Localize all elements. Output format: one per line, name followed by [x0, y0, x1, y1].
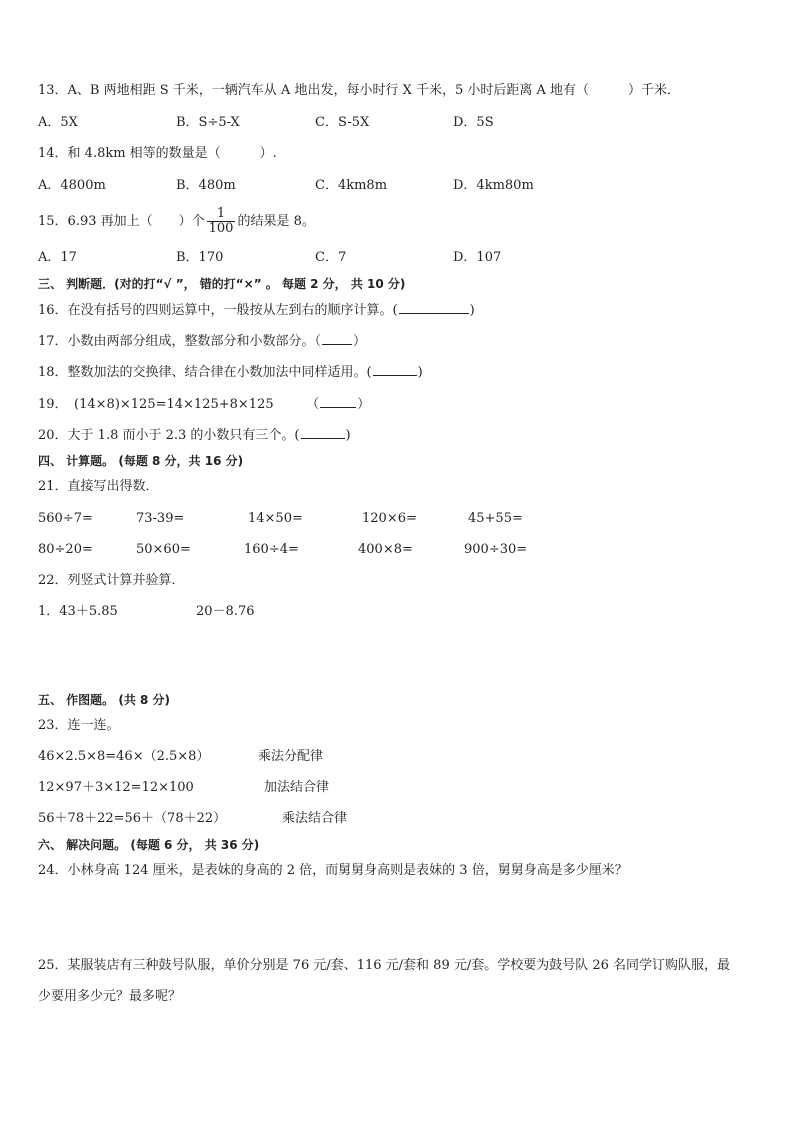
question-14: 14．和 4.8km 相等的数量是（ ）.: [38, 146, 277, 161]
question-16: [38, 301, 475, 320]
question-24: 24．小林身高 124 厘米，是表妹的身高的 2 倍，而舅舅身高则是表妹的 3 倍，舅舅身高是多少厘米？: [38, 863, 628, 878]
q19-text: 19． (14×8)×125=14×125+8×125 （: [38, 397, 320, 412]
q23-right-item: 加法结合律: [264, 780, 330, 795]
q21-item: 80÷20=: [38, 542, 93, 557]
q18-close: ): [417, 365, 423, 380]
answer-blank[interactable]: [373, 363, 417, 376]
q23-right-item: 乘法分配律: [258, 749, 324, 764]
q21-item: 14×50=: [248, 511, 303, 526]
q23-left-item: 46×2.5×8=46×（2.5×8）: [38, 749, 210, 764]
q15-stem-after: 的结果是 8。: [237, 214, 315, 229]
q18-text: 18．整数加法的交换律、结合律在小数加法中同样适用。(: [38, 365, 372, 380]
q19-close: ）: [357, 397, 371, 412]
section-3-heading: 三、 判断题．(对的打“√ ”， 错的打“×” 。 每题 2 分， 共 10 分): [38, 277, 406, 291]
section-5-heading: 五、 作图题。 (共 8 分): [38, 693, 171, 707]
q16-text: 16．在没有括号的四则运算中，一般按从左到右的顺序计算。(: [38, 303, 398, 318]
q21-item: 160÷4=: [244, 542, 299, 557]
q14-option-d: D．4km80m: [453, 178, 534, 193]
q20-close: ): [345, 428, 351, 443]
q15-option-a: A．17: [38, 250, 77, 265]
q21-item: 120×6=: [362, 511, 417, 526]
question-25-line-2: 少要用多少元？最多呢？: [38, 989, 182, 1004]
q21-item: 45+55=: [468, 511, 523, 526]
q13-option-b: B．S÷5-X: [176, 115, 240, 130]
question-19: [38, 395, 370, 414]
fraction: [207, 207, 236, 236]
question-25-line-1: 25．某服装店有三种鼓号队服，单价分别是 76 元/套、116 元/套和 89 元/套。学校要为鼓号队 26 名同学订购队服，最: [38, 958, 731, 973]
q13-option-d: D．5S: [453, 115, 494, 130]
q15-option-c: C．7: [315, 250, 347, 265]
q20-text: 20．大于 1.8 而小于 2.3 的小数只有三个。(: [38, 428, 300, 443]
q14-option-c: C．4km8m: [315, 178, 388, 193]
fraction-numerator: 1: [207, 207, 236, 222]
question-15: [38, 204, 315, 240]
section-6-heading: 六、 解决问题。 (每题 6 分， 共 36 分): [38, 838, 260, 852]
q14-option-b: B．480m: [176, 178, 236, 193]
q22-item: 20－8.76: [196, 604, 255, 619]
q21-item: 400×8=: [358, 542, 413, 557]
answer-blank[interactable]: [301, 426, 345, 439]
question-22: 22．列竖式计算并验算．: [38, 573, 185, 588]
q21-item: 50×60=: [136, 542, 191, 557]
fraction-denominator: 100: [208, 221, 234, 236]
answer-blank[interactable]: [322, 332, 352, 345]
q13-option-a: A．5X: [38, 115, 78, 130]
question-13: 13．A、B 两地相距 S 千米，一辆汽车从 A 地出发，每小时行 X 千米，5 小时后距离 A 地有（ ）千米．: [38, 83, 681, 98]
question-18: [38, 363, 423, 382]
q22-item: 1．43＋5.85: [38, 604, 118, 619]
q17-close: ）: [353, 334, 367, 349]
q13-option-c: C．S-5X: [315, 115, 370, 130]
q15-stem-before: 15．6.93 再加上（ ）个: [38, 214, 205, 229]
q21-item: 560÷7=: [38, 511, 93, 526]
q23-left-item: 56＋78＋22=56＋（78＋22）: [38, 811, 227, 826]
answer-blank[interactable]: [399, 301, 469, 314]
q21-item: 900÷30=: [464, 542, 528, 557]
section-4-heading: 四、 计算题。 (每题 8 分，共 16 分): [38, 454, 244, 468]
q23-right-item: 乘法结合律: [282, 811, 348, 826]
question-23: 23．连一连。: [38, 718, 120, 733]
q21-item: 73-39=: [136, 511, 185, 526]
q16-close: ): [469, 303, 475, 318]
question-20: [38, 426, 351, 445]
answer-blank[interactable]: [320, 395, 356, 408]
q15-option-d: D．107: [453, 250, 502, 265]
q15-option-b: B．170: [176, 250, 224, 265]
q14-option-a: A．4800m: [38, 178, 106, 193]
question-21: 21．直接写出得数．: [38, 479, 159, 494]
q17-text: 17．小数由两部分组成，整数部分和小数部分。（: [38, 334, 322, 349]
q23-left-item: 12×97＋3×12=12×100: [38, 780, 194, 795]
question-17: [38, 332, 366, 351]
